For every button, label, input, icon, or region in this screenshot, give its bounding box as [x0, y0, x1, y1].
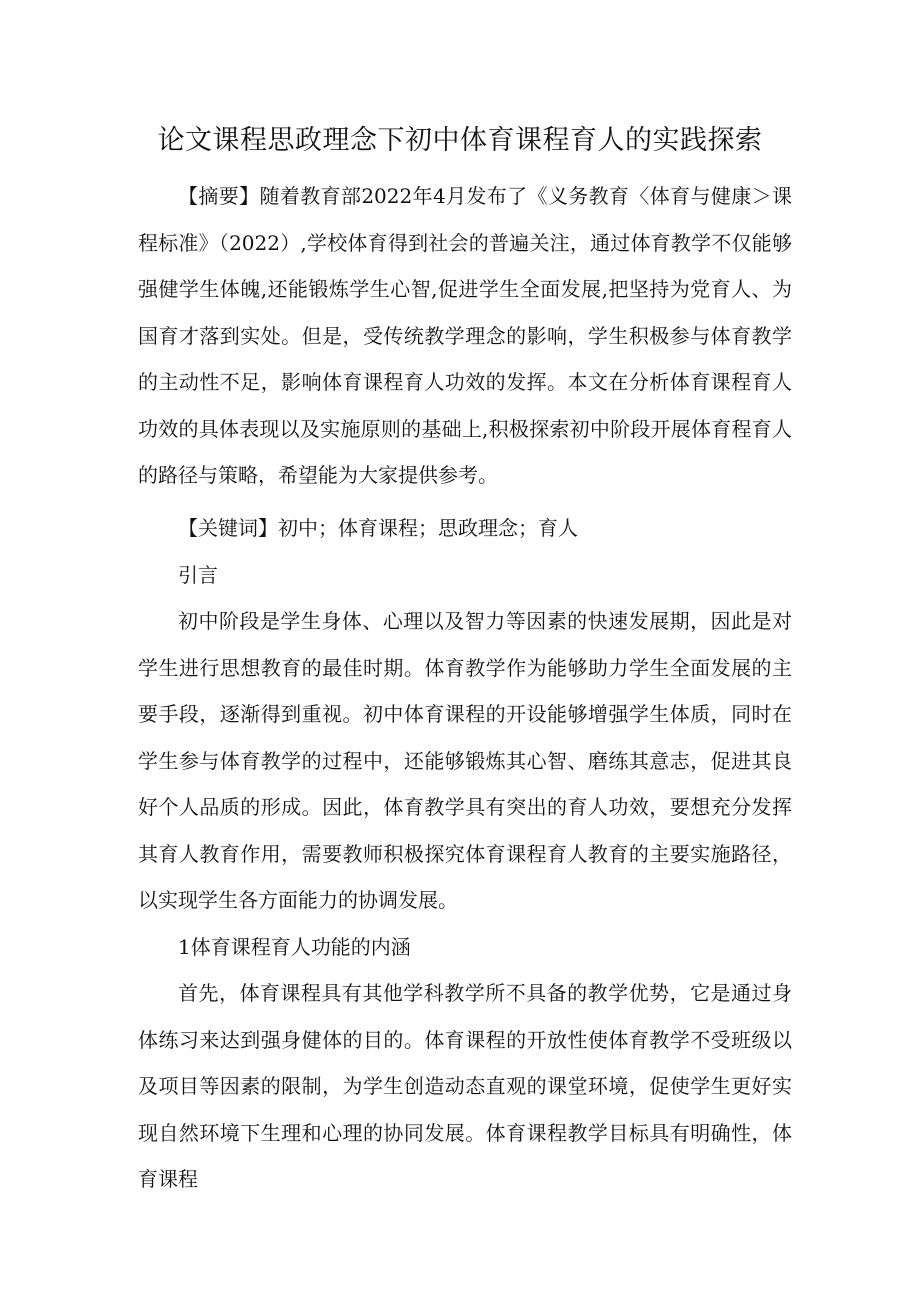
intro-paragraph: 初中阶段是学生身体、心理以及智力等因素的快速发展期，因此是对学生进行思想教育的最佳时期。体育教学作为能够助力学生全面发展的主要手段，逐渐得到重视。初中体育课程的开设能够增强学生体质，同时在学生参与体育教学的过程中，还能够锻炼其心智、磨练其意志，促进其良好个人品质的形成。因此，体育教学具有突出的育人功效，要想充分发挥其育人教育作用，需要教师积极探究体育课程育人教育的主要实施路径，以实现学生各方面能力的协调发展。 [138, 609, 792, 912]
abstract-paragraph: 【摘要】随着教育部2022年4月发布了《义务教育〈体育与健康＞课程标准》（2022）,学校体育得到社会的普遍关注，通过体育教学不仅能够强健学生体魄,还能锻炼学生心智,促进学生全面发展,把坚持为党育人、为国育才落到实处。但是，受传统教学理念的影响，学生积极参与体育教学的主动性不足，影响体育课程育人功效的发挥。本文在分析体育课程育人功效的具体表现以及实施原则的基础上,积极探索初中阶段开展体育程育人的路径与策略，希望能为大家提供参考。 [138, 184, 792, 487]
section1-paragraph: 首先，体育课程具有其他学科教学所不具备的教学优势，它是通过身体练习来达到强身健体的目的。体育课程的开放性使体育教学不受班级以及项目等因素的限制，为学生创造动态直观的课堂环境，促使学生更好实现自然环境下生理和心理的协同发展。体育课程教学目标具有明确性，体育课程 [138, 981, 792, 1191]
section1-heading: 1体育课程育人功能的内涵 [178, 935, 411, 959]
intro-heading: 引言 [178, 563, 218, 587]
document-title: 论文课程思政理念下初中体育课程育人的实践探索 [157, 125, 763, 156]
keywords-line: 【关键词】初中；体育课程；思政理念；育人 [178, 516, 578, 540]
